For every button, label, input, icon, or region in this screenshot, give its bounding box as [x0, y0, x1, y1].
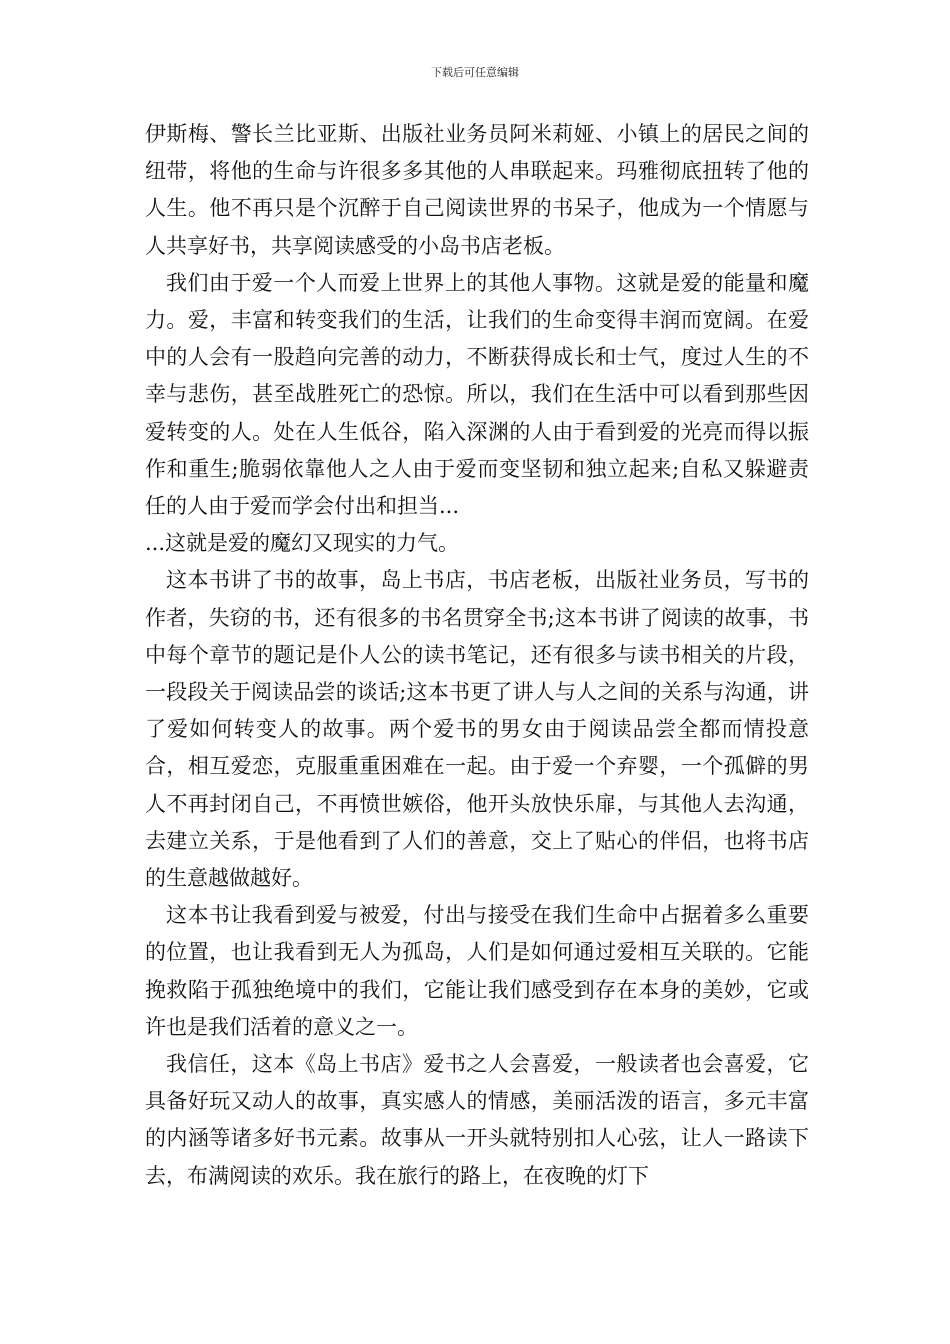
page-header-note: 下载后可任意编辑	[431, 66, 519, 79]
paragraph-2: 我们由于爱一个人而爱上世界上的其他人事物。这就是爱的能量和魔力。爱，丰富和转变我们的生活，让我们的生命变得丰润而宽阔。在爱中的人会有一股趋向完善的动力，不断获得成长和士气，度过人生的不幸与悲伤，甚至战胜死亡的恐惊。所以，我们在生活中可以看到那些因爱转变的人。处在人生低谷，陷入深渊的人由于看到爱的光亮而得以振作和重生;脆弱依靠他人之人由于爱而变坚韧和独立起来;自私又躲避责任的人由于爱而学会付出和担当...	[145, 270, 809, 519]
document-body	[145, 116, 809, 1195]
paragraph-1: 伊斯梅、警长兰比亚斯、出版社业务员阿米莉娅、小镇上的居民之间的纽带，将他的生命与许很多多其他的人串联起来。玛雅彻底扭转了他的人生。他不再只是个沉醉于自己阅读世界的书呆子，他成为一个情愿与人共享好书，共享阅读感受的小岛书店老板。	[145, 122, 809, 258]
paragraph-4: 这本书讲了书的故事，岛上书店，书店老板，出版社业务员，写书的作者，失窃的书，还有很多的书名贯穿全书;这本书讲了阅读的故事，书中每个章节的题记是仆人公的读书笔记，还有很多与读书相关的片段，一段段关于阅读品尝的谈话;这本书更了讲人与人之间的关系与沟通，讲了爱如何转变人的故事。两个爱书的男女由于阅读品尝全都而情投意合，相互爱恋，克服重重困难在一起。由于爱一个弃婴，一个孤僻的男人不再封闭自己，不再愤世嫉俗，他开头放快乐扉，与其他人去沟通，去建立关系，于是他看到了人们的善意，交上了贴心的伴侣，也将书店的生意越做越好。	[145, 568, 809, 891]
paragraph-3: ...这就是爱的魔幻又现实的力气。	[145, 531, 460, 556]
paragraph-6: 我信任，这本《岛上书店》爱书之人会喜爱，一般读者也会喜爱，它具备好玩又动人的故事，真实感人的情感，美丽活泼的语言，多元丰富的内涵等诸多好书元素。故事从一开头就特别扣人心弦，让人一路读下去，布满阅读的欢乐。我在旅行的路上，在夜晚的灯下	[145, 1052, 809, 1188]
paragraph-5: 这本书让我看到爱与被爱，付出与接受在我们生命中占据着多么重要的位置，也让我看到无人为孤岛，人们是如何通过爱相互关联的。它能挽救陷于孤独绝境中的我们，它能让我们感受到存在本身的美妙，它或许也是我们活着的意义之一。	[145, 903, 809, 1039]
